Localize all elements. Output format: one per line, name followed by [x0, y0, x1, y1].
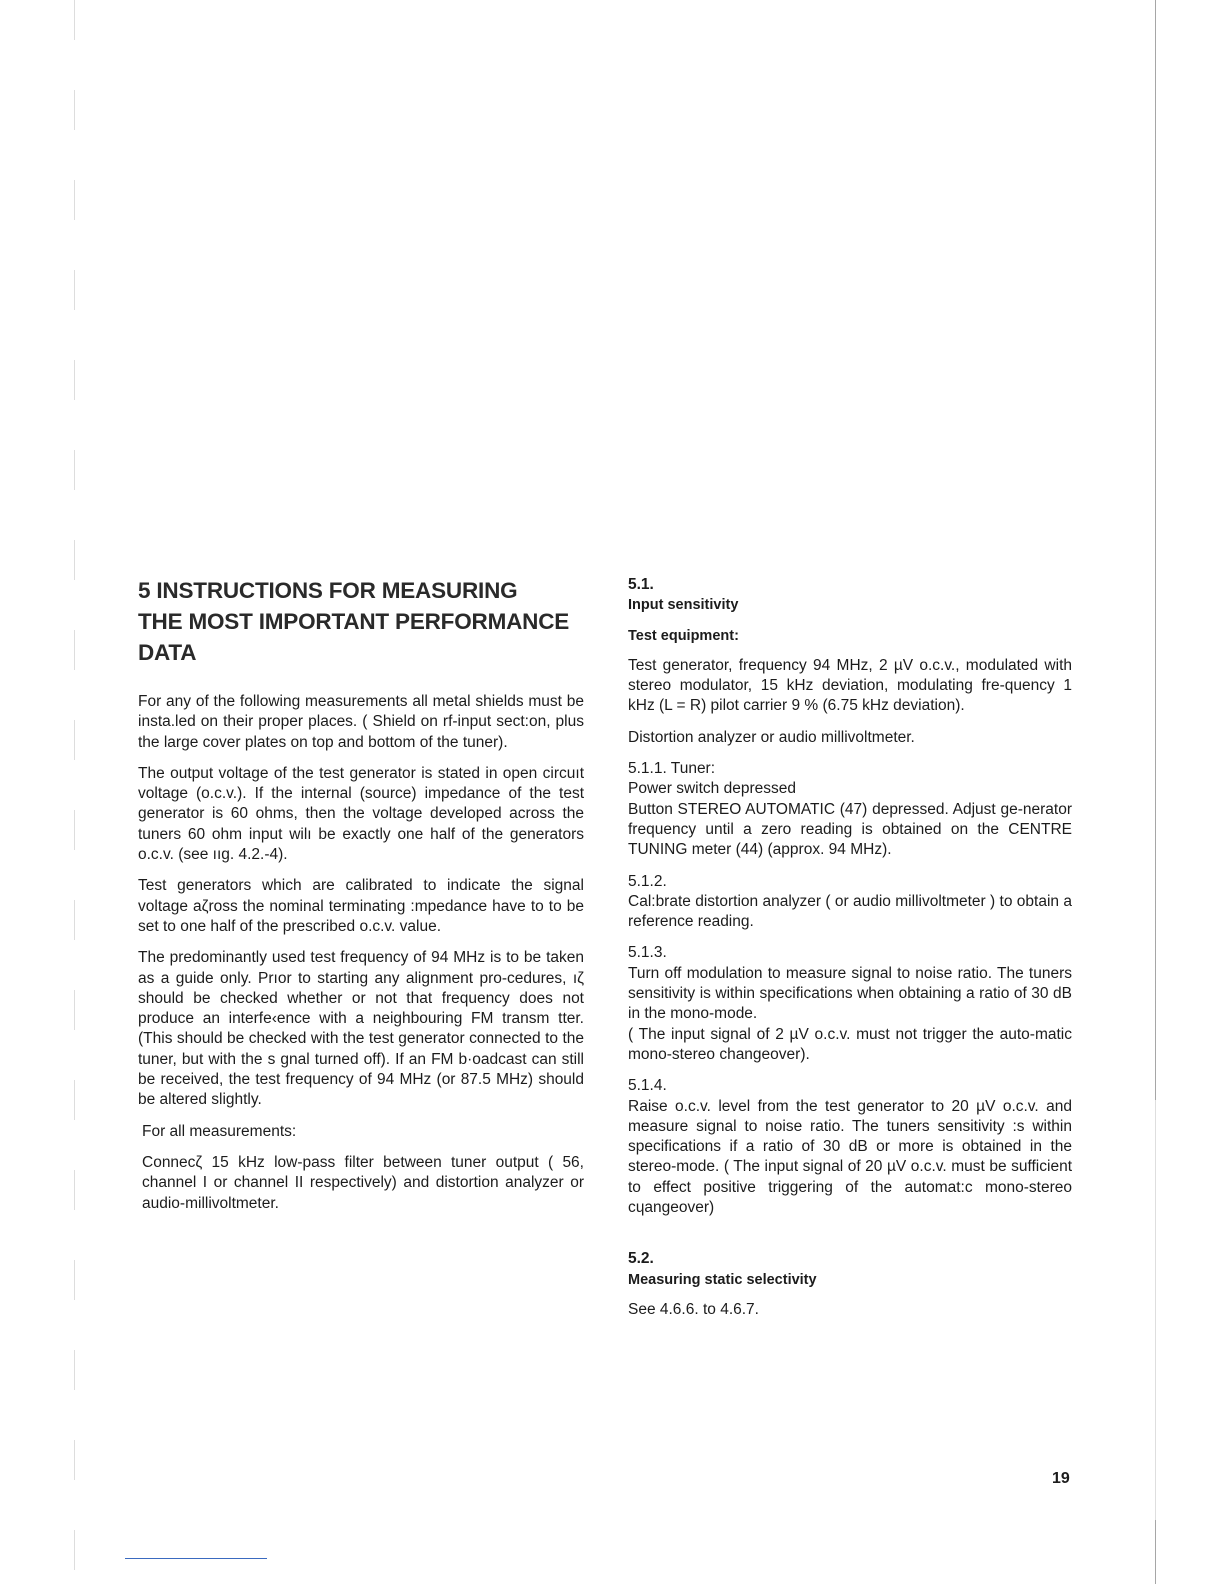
page-fold-shadow [74, 0, 75, 1584]
section-5-1-2-text: Cal:brate distortion analyzer ( or audio millivoltmeter ) to obtain a reference reading. [628, 892, 1072, 931]
test-equipment-label: Test equipment: [628, 627, 739, 644]
paragraph-output-voltage: The output voltage of the test generator is stated in open circuıt voltage (o.c.v.). If the internal (source) impedance of the test generator is 60 ohms, then the voltage developed across the tuners 60 ohm input wilı be exactly one half of the generators o.c.v. (see ııg. 4.2.-4). [138, 764, 584, 864]
section-5-1-1-text: Button STEREO AUTOMATIC (47) depressed. Adjust ge-nerator frequency until a zero reading is obtained on the CENTRE TUNING meter (44) (approx. 94 MHz). [628, 800, 1072, 859]
page-edge-line [1155, 0, 1156, 1584]
section-5-1-1-power: Power switch depressed [628, 780, 796, 798]
section-5-1-3-text: Turn off modulation to measure signal to noise ratio. The tuners sensitivity is within specifications when obtaining a ratio of 30 dB in the mono-mode. [628, 964, 1072, 1023]
section-5-1-4-number: 5.1.4. [628, 1077, 667, 1095]
paragraph-all-measurements: For all measurements: [142, 1122, 297, 1140]
section-5-1-2-number: 5.1.2. [628, 872, 667, 890]
right-column [628, 575, 1072, 1331]
section-5-1-title: Input sensitivity [628, 597, 739, 614]
test-equipment-generator: Test generator, frequency 94 MHz, 2 µV o.c.v., modulated with stereo modulator, 15 kHz deviation, modulating fre-quency 1 kHz (L = R) pilot carrier 9 % (6.75 kHz deviation). [628, 656, 1072, 715]
paragraph-low-pass-filter: Connecζ 15 kHz low-pass filter between tuner output ( 56, channel I or channel II respectively) and distortion analyzer or audio-millivoltmeter. [142, 1153, 584, 1212]
heading-line-2: THE MOST IMPORTANT PERFORMANCE [138, 609, 570, 634]
section-heading [138, 575, 584, 668]
heading-line-1: 5 INSTRUCTIONS FOR MEASURING [138, 578, 518, 603]
section-5-2-number: 5.2. [628, 1250, 654, 1268]
section-5-1-number: 5.1. [628, 576, 654, 593]
section-5-1-3-note: ( The input signal of 2 µV o.c.v. must not trigger the auto-matic mono-stereo changeover). [628, 1025, 1072, 1063]
heading-line-3: DATA [138, 640, 197, 665]
section-5-1-4-text: Raise o.c.v. level from the test generator to 20 µV o.c.v. and measure signal to noise ratio. The tuners sensitivity :s within specifications if a ratio of 30 dB or more is obtained in the stereo-mode. ( The input signal of 20 µV o.c.v. must be sufficient to effect positive triggering of the automat:c mono-stereo cɥangeover) [628, 1097, 1072, 1217]
paragraph-calibrated-generators: Test generators which are calibrated to indicate the signal voltage aζross the nominal terminating :mpedance have to to be set to one half of the prescribed o.c.v. value. [138, 877, 584, 935]
test-equipment-analyzer: Distortion analyzer or audio millivoltmeter. [628, 728, 915, 746]
section-5-2-text: See 4.6.6. to 4.6.7. [628, 1300, 759, 1318]
page-number: 19 [1052, 1470, 1070, 1487]
footer-rule [125, 1558, 267, 1559]
section-5-1-1-heading: 5.1.1. Tuner: [628, 760, 716, 778]
section-5-2-title: Measuring static selectivity [628, 1271, 817, 1288]
paragraph-test-frequency: The predominantly used test frequency of 94 MHz is to be taken as a guide only. Prıor to starting any alignment pro-cedures, ıζ should be checked whether or not that frequency does not produce an interfe‹ence with a neighbouring FM transm tter. (This should be checked with the test generator connected to the tuner, but with the s gnal turned off). If an FM b·oadcast can still be received, the test frequency of 94 MHz (or 87.5 MHz) should be altered slightly. [138, 949, 584, 1109]
left-column [138, 575, 584, 1225]
paragraph-shields: For any of the following measurements all metal shields must be insta.led on their proper places. ( Shield on rf-input sect:on, plus the large cover plates on top and bottom of the tuner). [138, 693, 584, 751]
section-5-1-3-number: 5.1.3. [628, 944, 667, 962]
